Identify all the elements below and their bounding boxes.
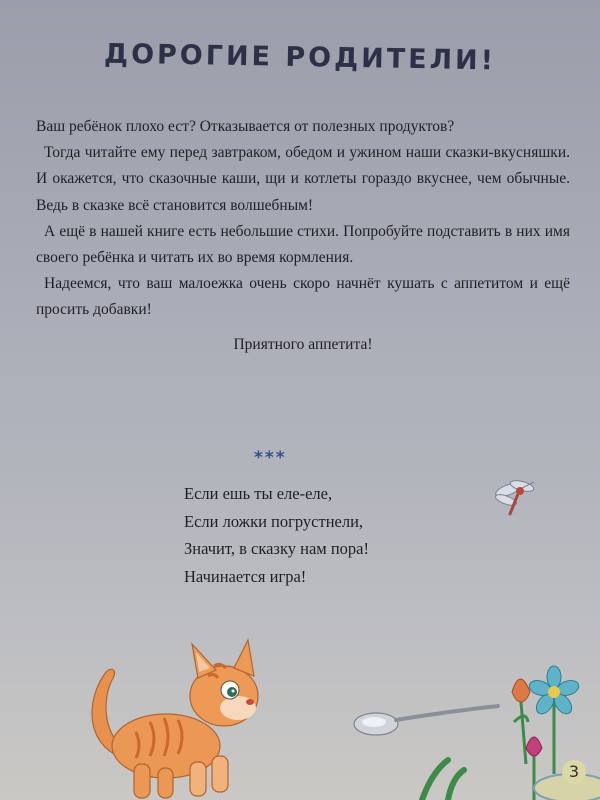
page-number: 3 (562, 760, 586, 784)
poem-line: Значит, в сказку нам пора! (184, 539, 369, 558)
intro-paragraph: А ещё в нашей книге есть небольшие стихи. Попробуйте подставить в них имя своего ребёнка и читать их во время кормления. (36, 222, 570, 267)
greeting-line: Приятного аппетита! (233, 335, 373, 353)
intro-paragraph: Надеемся, что ваш малоежка очень скоро начнёт кушать с аппетитом и ещё просить добавки! (36, 275, 570, 319)
intro-paragraph: Ваш ребёнок плохо ест? Отказывается от полезных продуктов? (36, 118, 455, 135)
poem (184, 480, 369, 590)
section-separator: *** (254, 448, 287, 468)
kitten-illustration (78, 636, 263, 800)
intro-text (36, 114, 570, 358)
dragonfly-illustration (486, 474, 556, 524)
poem-line: Если ложки погрустнели, (184, 511, 364, 531)
poem-line: Если ешь ты еле-еле, (184, 484, 333, 503)
intro-paragraph: Тогда читайте ему перед завтраком, обедом и ужином наши сказки-вкусняшки. И окажется, что сказочные каши, щи и котлеты гораздо вкуснее, чем обычные. Ведь в сказке всё становится волшебным! (36, 144, 570, 214)
page-title: ДОРОГИЕ РОДИТЕЛИ! (103, 38, 497, 77)
poem-line: Начинается игра! (184, 566, 307, 586)
